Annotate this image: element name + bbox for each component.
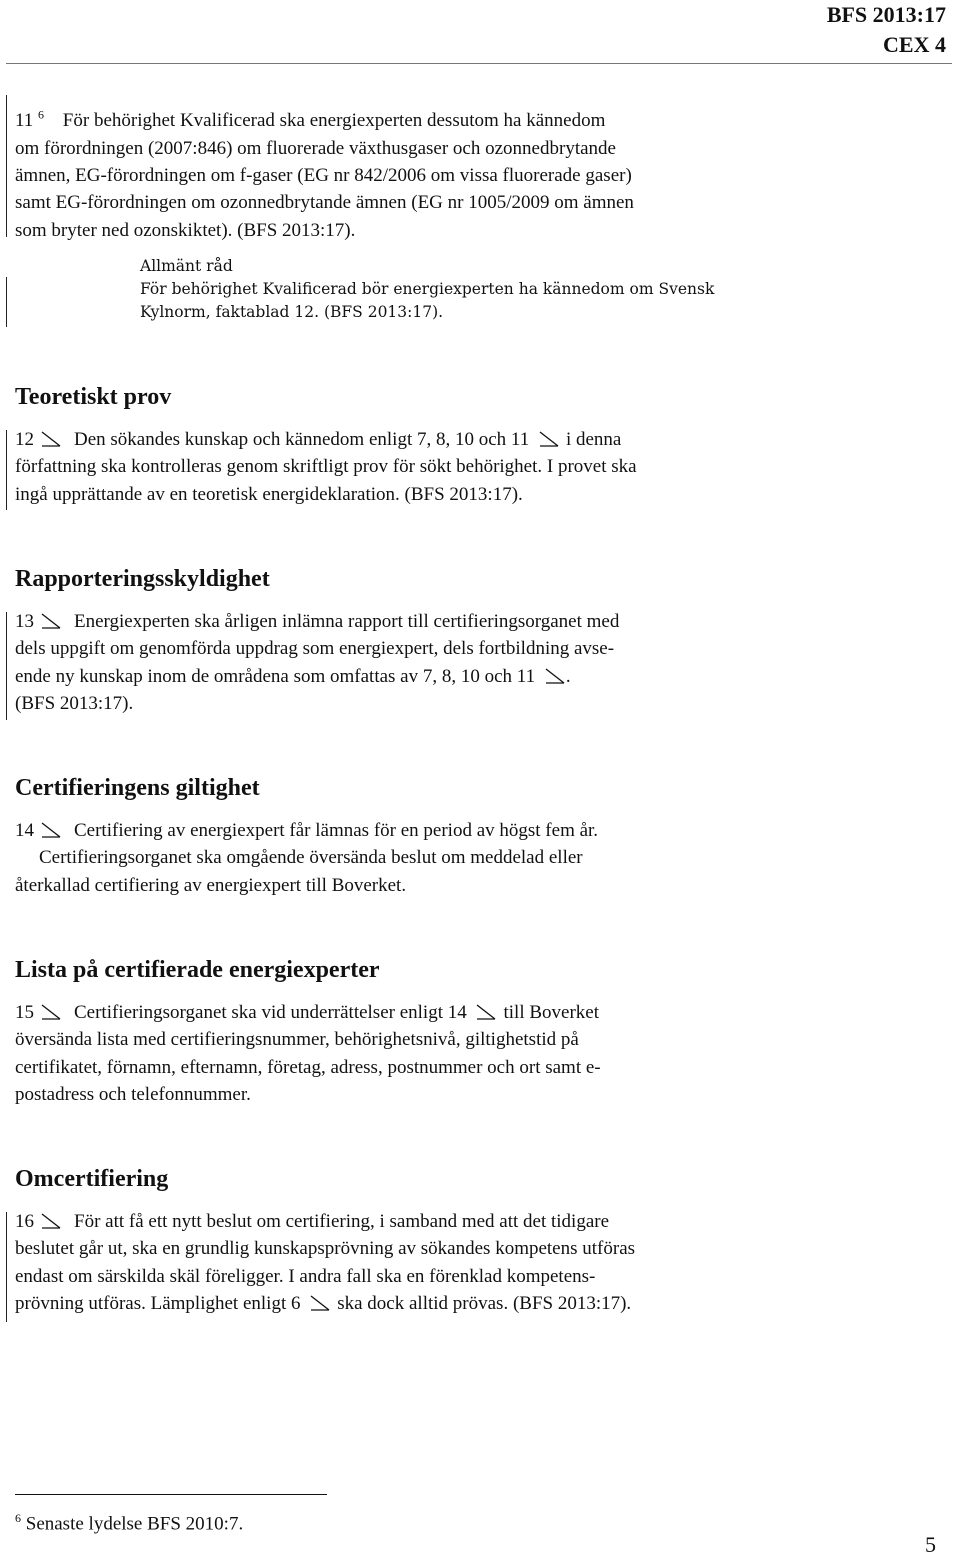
paragraph-text-line: endast om särskilda skäl föreligger. I andra fall ska en förenklad kompetens- bbox=[15, 1265, 596, 1287]
paragraph-14 bbox=[15, 817, 815, 899]
section-sign-icon bbox=[538, 431, 560, 447]
general-advice-heading: Allmänt råd bbox=[140, 257, 233, 275]
section-sign-icon bbox=[40, 822, 62, 838]
section-heading-validity: Certifieringens giltighet bbox=[15, 775, 260, 801]
paragraph-text-line: till Boverket bbox=[503, 1002, 599, 1023]
paragraph-number: 13 bbox=[15, 611, 34, 632]
paragraph-text-line: prövning utföras. Lämplighet enligt 6 bbox=[15, 1292, 301, 1314]
footnote-number: 6 bbox=[15, 1511, 21, 1525]
general-advice-text-line: För behörighet Kvalificerad bör energiexperten ha kännedom om Svensk bbox=[140, 280, 715, 298]
section-sign-icon bbox=[544, 668, 566, 684]
paragraph-text-line: certifikatet, förnamn, efternamn, företag, adress, postnummer och ort samt e- bbox=[15, 1056, 601, 1078]
paragraph-text-line: dels uppgift om genomförda uppdrag som energiexpert, dels fortbildning avse- bbox=[15, 638, 615, 660]
paragraph-text-line: Certifieringsorganet ska vid underrättelser enligt 14 bbox=[74, 1002, 467, 1023]
paragraph-text-line: . bbox=[565, 665, 571, 687]
section-sign-icon bbox=[40, 613, 62, 629]
paragraph-text-line: ämnen, EG-förordningen om f-gaser (EG nr 842/2006 om vissa fluorerade gaser) bbox=[15, 164, 632, 186]
header-rule bbox=[6, 63, 952, 64]
section-sign-icon bbox=[309, 1295, 331, 1311]
section-sign-icon bbox=[40, 1004, 62, 1020]
section-sign-icon bbox=[40, 1213, 62, 1229]
paragraph-text-line: samt EG-förordningen om ozonnedbrytande ämnen (EG nr 1005/2009 om ämnen bbox=[15, 192, 634, 214]
paragraph-text-line: ingå upprättande av en teoretisk energideklaration. (BFS 2013:17). bbox=[15, 483, 523, 505]
section-heading-recertification: Omcertifiering bbox=[15, 1166, 169, 1192]
paragraph-15 bbox=[15, 999, 815, 1108]
page-number: 5 bbox=[925, 1532, 936, 1557]
paragraph-text-line: Den sökandes kunskap och kännedom enligt 7, 8, 10 och 11 bbox=[74, 429, 530, 450]
paragraph-number: 16 bbox=[15, 1211, 34, 1232]
page-header bbox=[827, 0, 946, 60]
paragraph-number: 12 bbox=[15, 429, 34, 450]
paragraph-text-line: författning ska kontrolleras genom skriftligt prov för sökt behörighet. I provet ska bbox=[15, 456, 637, 478]
change-bar bbox=[6, 430, 7, 510]
change-bar bbox=[6, 1212, 7, 1322]
change-bar bbox=[6, 277, 7, 327]
footnote-reference: 6 bbox=[38, 108, 45, 122]
general-advice bbox=[140, 255, 840, 324]
paragraph-text-line: Certifiering av energiexpert får lämnas för en period av högst fem år. bbox=[74, 820, 599, 841]
paragraph-text-line: ska dock alltid prövas. (BFS 2013:17). bbox=[337, 1292, 632, 1314]
section-heading-reporting: Rapporteringsskyldighet bbox=[15, 566, 270, 592]
paragraph-16 bbox=[15, 1208, 815, 1317]
header-document-code: CEX 4 bbox=[883, 32, 946, 57]
paragraph-text-line: översända lista med certifieringsnummer, behörighetsnivå, giltighetstid på bbox=[15, 1029, 579, 1051]
footnote-rule bbox=[15, 1494, 327, 1495]
section-heading-theory: Teoretiskt prov bbox=[15, 384, 172, 410]
section-sign-icon bbox=[40, 431, 62, 447]
paragraph-13 bbox=[15, 608, 815, 717]
paragraph-text-line: postadress och telefonnummer. bbox=[15, 1083, 251, 1105]
change-bar bbox=[6, 612, 7, 720]
paragraph-text-line: Energiexperten ska årligen inlämna rapport till certifieringsorganet med bbox=[74, 611, 620, 632]
footnote-text: Senaste lydelse BFS 2010:7. bbox=[25, 1513, 244, 1535]
paragraph-number: 15 bbox=[15, 1002, 34, 1023]
paragraph-text-line: För att få ett nytt beslut om certifiering, i samband med att det tidigare bbox=[74, 1211, 610, 1232]
paragraph-12 bbox=[15, 426, 815, 508]
section-heading-list: Lista på certifierade energiexperter bbox=[15, 957, 380, 983]
paragraph-number: 11 $^6$ bbox=[15, 108, 45, 132]
paragraph-number: 14 bbox=[15, 820, 34, 841]
paragraph-text-line: om förordningen (2007:846) om fluorerade växthusgaser och ozonnedbrytande bbox=[15, 137, 616, 159]
footnote bbox=[15, 1506, 243, 1536]
paragraph-text-line: i denna bbox=[565, 429, 622, 450]
paragraph-text-line: (BFS 2013:17). bbox=[15, 692, 134, 714]
paragraph-text-line: För behörighet Kvalificerad ska energiexperten dessutom ha kännedom bbox=[62, 110, 606, 132]
paragraph-11 bbox=[15, 102, 815, 244]
paragraph-text-line: återkallad certifiering av energiexpert till Boverket. bbox=[15, 874, 407, 896]
paragraph-text-line: ende ny kunskap inom de områdena som omfattas av 7, 8, 10 och 11 bbox=[15, 665, 536, 687]
change-bar bbox=[6, 95, 7, 237]
general-advice-text-line: Kylnorm, faktablad 12. (BFS 2013:17). bbox=[140, 303, 444, 321]
paragraph-text-line: Certifieringsorganet ska omgående översända beslut om meddelad eller bbox=[39, 847, 583, 869]
paragraph-text-line: som bryter ned ozonskiktet). (BFS 2013:17). bbox=[15, 219, 356, 241]
paragraph-text-line: beslutet går ut, ska en grundlig kunskapsprövning av sökandes kompetens utföras bbox=[15, 1238, 636, 1260]
header-bfs-number: BFS 2013:17 bbox=[826, 2, 946, 27]
section-sign-icon bbox=[475, 1004, 497, 1020]
